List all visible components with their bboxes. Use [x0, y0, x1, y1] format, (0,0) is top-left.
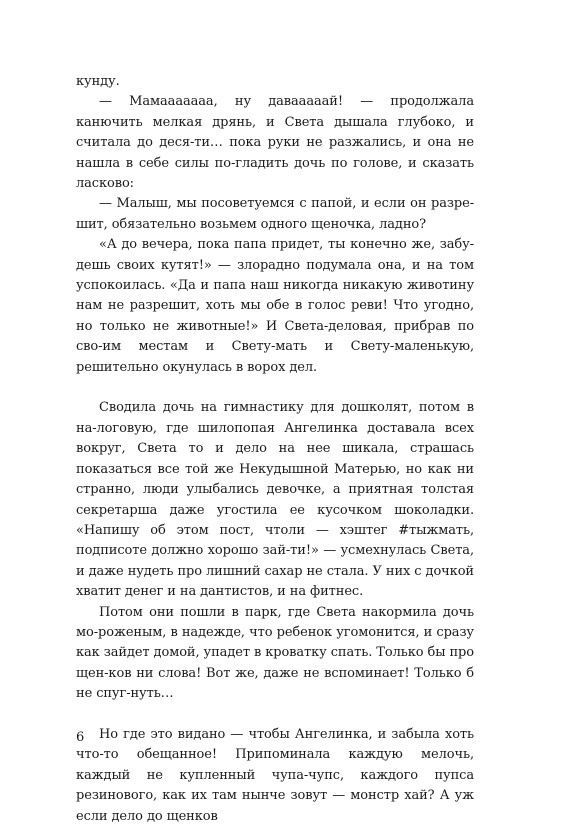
page-number: 6	[76, 730, 85, 745]
paragraph: Потом они пошли в парк, где Света накормила дочь мо-роженым, в надежде, что ребенок угомонится, и сразу как зайдет домой, упадет в кроватку спать. Только бы про щен-ков ни слова! Вот же, даже не вспоминает! Только б не спуг-нуть…	[76, 604, 475, 702]
paragraph: кунду.	[76, 74, 120, 89]
paragraph: Сводила дочь на гимнастику для дошколят, потом в на-логовую, где шилопопая Ангелинка доставала всех вокруг, Света то и дело на нее шикала, страшась показаться все той же Некудышной Матерью, но как ни странно, люди улыбались девочке, а приятная толстая секретарша даже угостила ее кусочком шоколадки. «Напишу об этом пост, чтоли — хэштег #тыжмать, подписоте должно хорошо зай-ти!» — усмехнулась Света, и даже нудеть про лишний сахар не стала. У них с дочкой хватит денег и на дантистов, и на фитнес.	[76, 400, 474, 600]
page-text	[76, 72, 474, 827]
paragraph: — Мамааааааа, ну давааааай! — продолжала канючить мелкая дрянь, и Света дышала глубоко, и считала до деся-ти… пока руки не разжались, и она не нашла в себе силы по-гладить дочь по голове, и сказать ласково:	[76, 94, 474, 192]
paragraph: Но где это видано — чтобы Ангелинка, и забыла хоть что-то обещанное! Припоминала каждую мелочь, каждый не купленный чупа-чупс, каждого пупса резинового, как их там нынче зовут — монстр хай? А уж если дело до щенков	[76, 726, 474, 824]
paragraph: — Малыш, мы посоветуемся с папой, и если он разре-шит, обязательно возьмем одного щеночка, ладно?	[76, 196, 474, 232]
paragraph: «А до вечера, пока папа придет, ты конечно же, забу-дешь своих кутят!» — злорадно подумала она, и на том успокоилась. «Да и папа наш никогда никакую животину нам не разрешит, хоть мы обе в голос реви! Что угодно, но только не животные!» И Света-деловая, прибрав по сво-им местам и Свету-мать и Свету-маленькую, решительно окунулась в ворох дел.	[76, 237, 474, 375]
section-break	[76, 705, 474, 725]
section-break	[76, 378, 474, 398]
